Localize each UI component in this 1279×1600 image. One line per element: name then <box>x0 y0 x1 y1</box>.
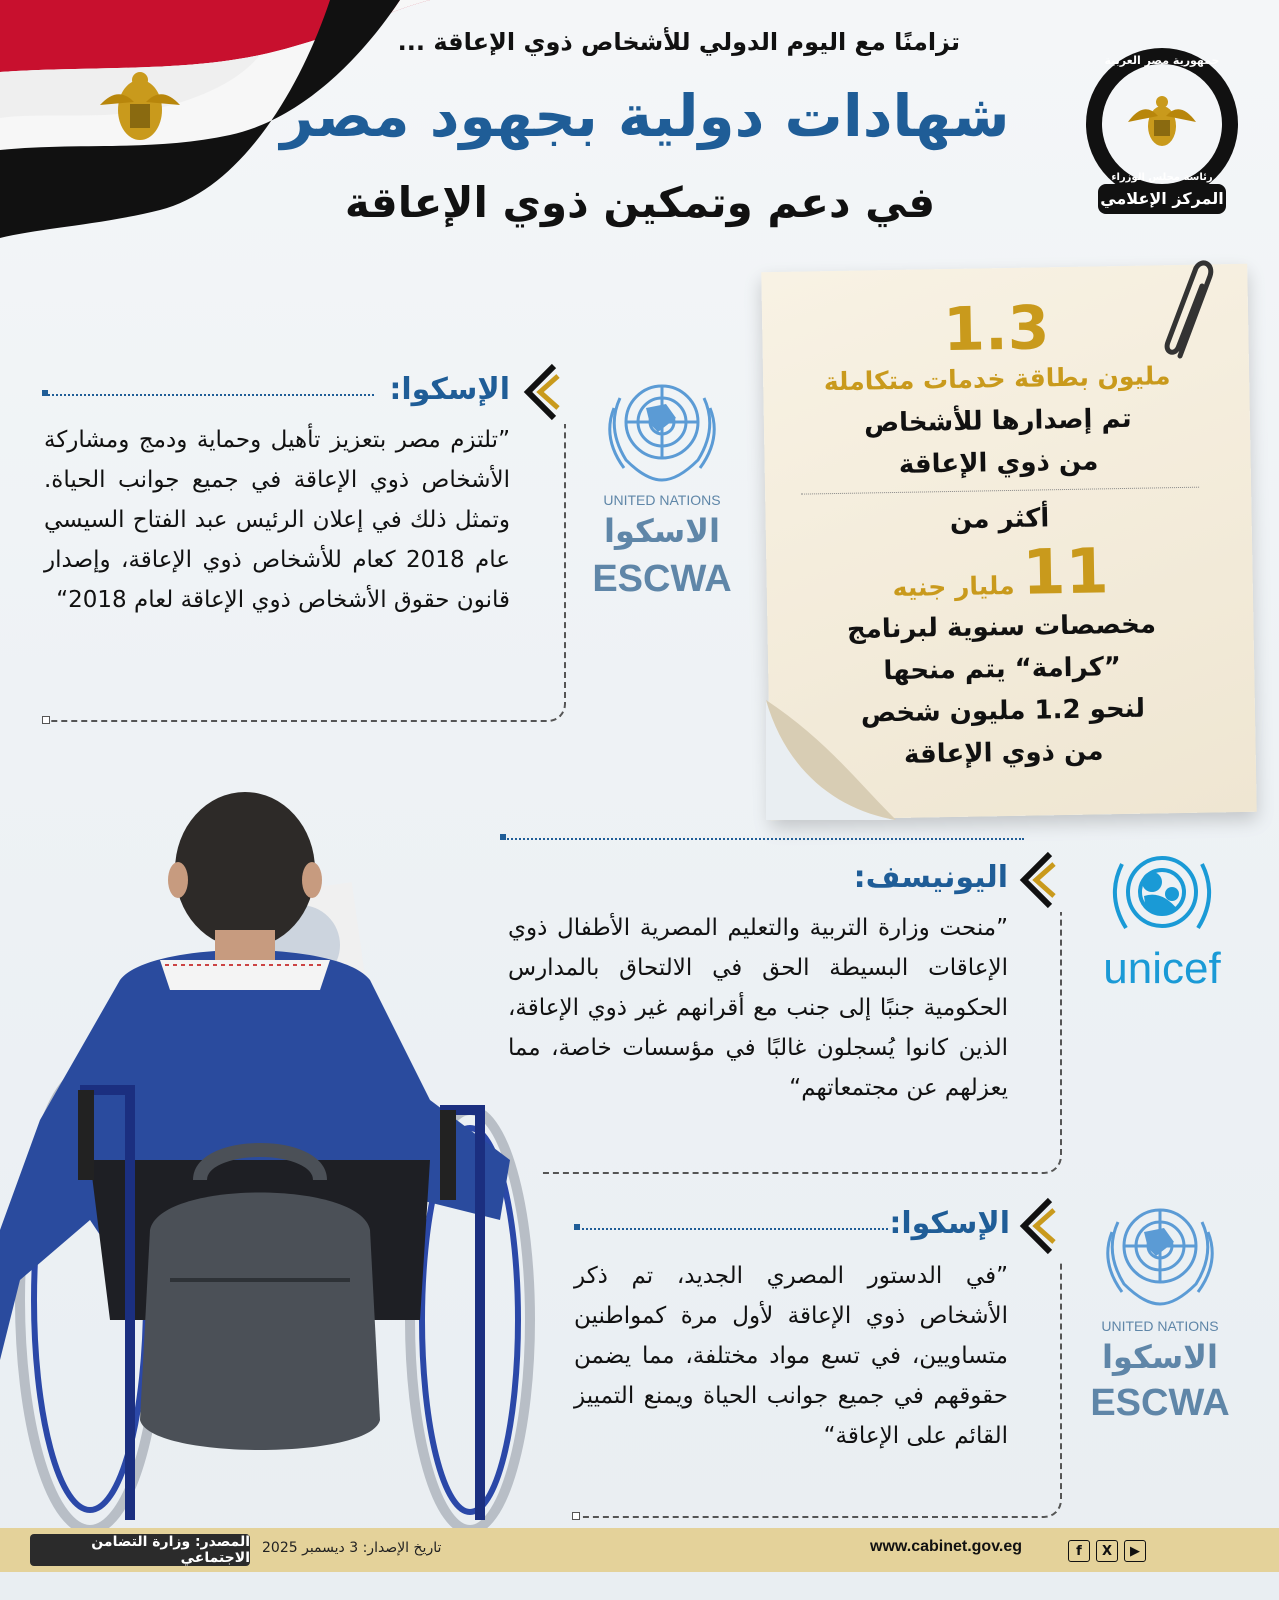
stat2-desc-2: ”كرامة“ يتم منحها <box>883 652 1122 687</box>
footer-date: تاريخ الإصدار: 3 ديسمبر 2025 <box>262 1540 442 1556</box>
section1-frame <box>44 424 566 722</box>
youtube-icon[interactable]: ▶ <box>1124 1540 1146 1562</box>
section2-frame <box>540 912 1062 1174</box>
un-caption: UNITED NATIONS <box>1101 1318 1219 1334</box>
chevron-icon <box>1016 850 1056 910</box>
stat2-desc-3: لنحو 1.2 مليون شخص <box>860 693 1146 729</box>
header-kicker: تزامنًا مع اليوم الدولي للأشخاص ذوي الإعاقة ... <box>397 28 960 56</box>
footer-website-link[interactable]: www.cabinet.gov.eg <box>870 1538 1023 1555</box>
social-links <box>1068 1540 1146 1562</box>
escwa-english: ESCWA <box>1090 1382 1230 1424</box>
cabinet-media-center-seal <box>1082 44 1242 224</box>
footer-source: المصدر: وزارة التضامن الاجتماعي <box>30 1534 250 1566</box>
stat1-desc-2: من ذوي الإعاقة <box>898 446 1099 480</box>
section2-top-rule <box>504 838 1024 840</box>
stat2-prefix: أكثر من <box>949 503 1050 536</box>
escwa-english: ESCWA <box>592 558 732 600</box>
x-twitter-icon[interactable]: X <box>1096 1540 1118 1562</box>
un-caption: UNITED NATIONS <box>603 492 721 508</box>
bullet-dot <box>574 1224 580 1230</box>
un-emblem-icon <box>1094 1192 1226 1312</box>
facebook-icon[interactable]: f <box>1068 1540 1090 1562</box>
unicef-wordmark: unicef <box>1103 944 1221 993</box>
escwa-arabic: الاسكوا <box>1102 1338 1218 1376</box>
section2-body: ”منحت وزارة التربية والتعليم المصرية الأطفال ذوي الإعاقات البسيطة الحق في الالتحاق بالمدارس الحكومية جنبًا إلى جنب مع أقرانهم غير ذوي الإعاقة، الذين كانوا يُسجلون غالبًا في مؤسسات خاصة، مما يعزلهم عن مجتمعاتهم“ <box>508 915 1008 1101</box>
section1-frame-end <box>42 716 50 724</box>
escwa-arabic: الاسكوا <box>604 512 720 550</box>
stat1-unit: مليون بطاقة خدمات متكاملة <box>823 361 1171 397</box>
section3-body: ”في الدستور المصري الجديد، تم ذكر الأشخاص ذوي الإعاقة لأول مرة كمواطنين متساويين، في تسع مواد مختلفة، مما يضمن حقوقهم في جميع جوانب الحياة ويمنع التمييز القائم على الإعاقة“ <box>574 1263 1008 1449</box>
section1-body: ”تلتزم مصر بتعزيز تأهيل وحماية ودمج ومشاركة الأشخاص ذوي الإعاقة في جميع جوانب الحياة. وتمثل ذلك في إعلان الرئيس عبد الفتاح السيسي عام 2018 كعام للأشخاص ذوي الإعاقة، وإصدار قانون حقوق الأشخاص ذوي الإعاقة لعام 2018“ <box>44 427 510 613</box>
section3-frame-end <box>572 1512 580 1520</box>
stat2-row <box>766 532 1235 613</box>
seal-banner-text: المركز الإعلامي <box>1100 189 1224 208</box>
page-subtitle: في دعم وتمكين ذوي الإعاقة <box>344 178 936 227</box>
stat1-desc-1: تم إصدارها للأشخاص <box>863 403 1132 439</box>
chevron-icon <box>1016 1196 1056 1256</box>
stat2-unit: مليار جنيه <box>892 570 1015 603</box>
stat1-value: 1.3 <box>942 293 1051 366</box>
chevron-icon <box>520 362 560 422</box>
bullet-dot <box>500 834 506 840</box>
un-emblem-icon <box>596 368 728 488</box>
section1-top-rule <box>44 394 374 396</box>
paperclip-icon <box>1158 256 1228 366</box>
section3-title: الإسكوا: <box>889 1206 1010 1241</box>
stat2-value: 11 <box>1021 534 1110 609</box>
section2-title: اليونيسف: <box>853 860 1008 895</box>
section1-title: الإسكوا: <box>389 372 510 407</box>
note-divider <box>801 487 1199 495</box>
section3-frame <box>574 1262 1062 1518</box>
stat2-desc-1: مخصصات سنوية لبرنامج <box>846 609 1157 645</box>
page-title: شهادات دولية بجهود مصر <box>280 82 1010 150</box>
bullet-dot <box>42 390 48 396</box>
unicef-emblem-icon <box>1100 840 1224 950</box>
note-page-curl <box>766 700 906 820</box>
stat2-desc-4: من ذوي الإعاقة <box>903 736 1104 770</box>
seal-top-text: جمهورية مصر العربية <box>1104 54 1220 67</box>
person-in-wheelchair-illustration <box>0 760 540 1528</box>
seal-bottom-text: رئاسة مجلس الوزراء <box>1111 172 1213 183</box>
